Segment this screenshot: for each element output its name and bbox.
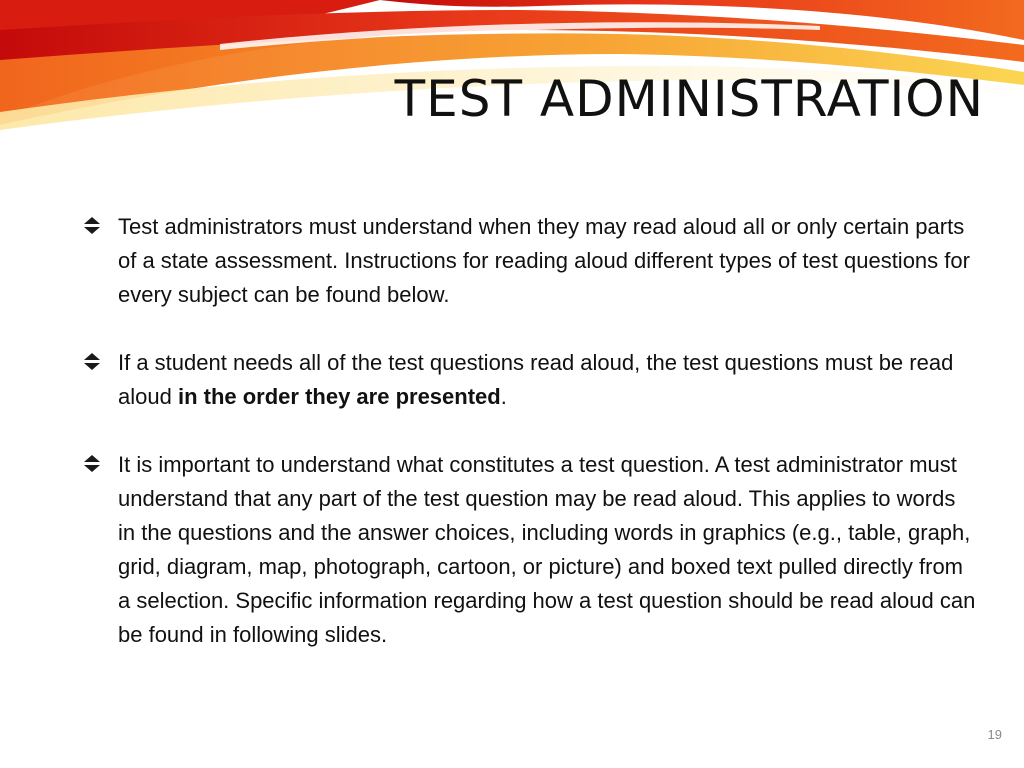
bullet-item (78, 210, 978, 312)
page-number: 19 (987, 727, 1002, 742)
up-down-arrows-icon (82, 454, 102, 474)
bullet-item (78, 448, 978, 652)
bullet-text (118, 350, 953, 409)
up-down-arrows-icon (82, 216, 102, 236)
bullet-item (78, 346, 978, 414)
bullet-text-after: . (500, 384, 507, 409)
bullet-list (78, 210, 978, 686)
slide-title: TEST ADMINISTRATION (394, 70, 984, 128)
up-down-arrows-icon (82, 352, 102, 372)
bullet-text-before: If a student needs all of the test questions read aloud, the test questions must be read aloud (118, 350, 954, 409)
bullet-text: Test administrators must understand when they may read aloud all or only certain parts of a state assessment. Instructions for reading aloud different types of test questions for every subject can be found below. (118, 214, 970, 307)
bullet-text: It is important to understand what constitutes a test question. A test administrator must understand that any part of the test question may be read aloud. This applies to words in the questions and the answer choices, including words in graphics (e.g., table, graph, grid, diagram, map, photograph, cartoon, or picture) and boxed text pulled directly from a selection. Specific information regarding how a test question should be read aloud can be found in following slides. (118, 452, 976, 647)
bullet-text-bold: in the order they are presented (177, 384, 501, 409)
